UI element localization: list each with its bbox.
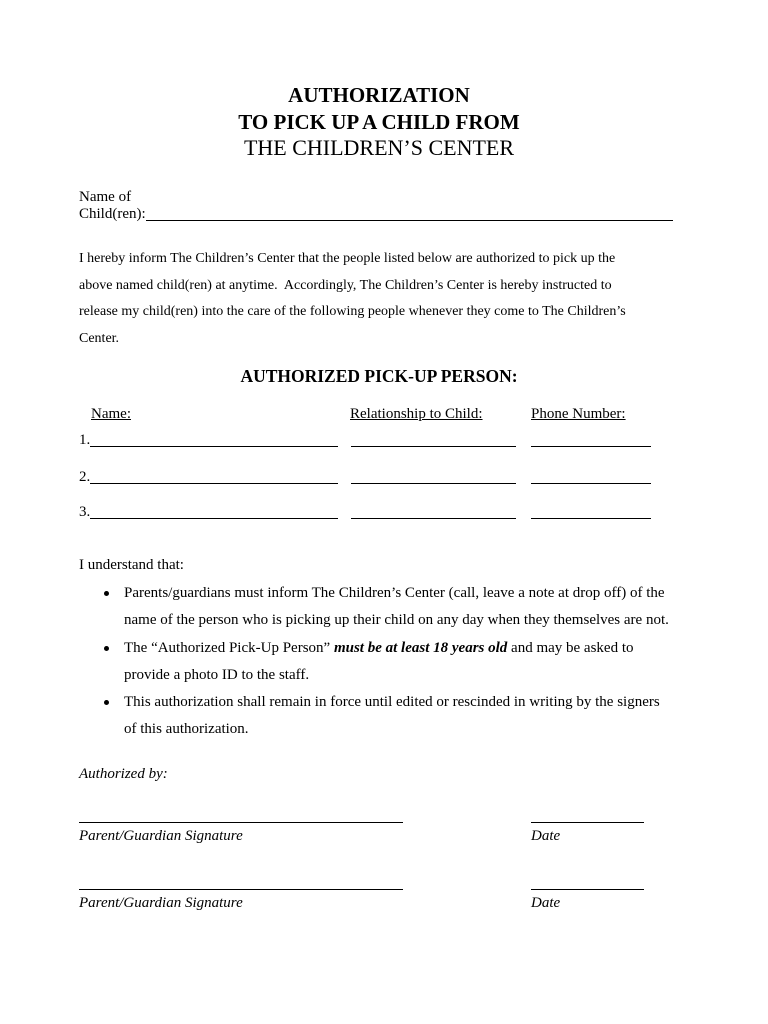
relationship-blank-line	[351, 518, 516, 519]
phone-blank-line	[531, 446, 651, 447]
bullet-marker	[104, 700, 109, 705]
date-label: Date	[531, 828, 561, 844]
bullet-marker	[104, 591, 109, 596]
signature-blank-line	[79, 822, 403, 823]
list-item-text: The “Authorized Pick-Up Person”	[124, 640, 334, 656]
child-name-label-line1: Name of	[79, 189, 132, 205]
list-item-line: of this authorization.	[124, 721, 249, 737]
date-blank-line	[531, 822, 644, 823]
age-requirement-emphasis: must be at least 18 years old	[333, 640, 508, 656]
relationship-blank-line	[351, 446, 516, 447]
list-item-line	[124, 639, 634, 657]
date-label: Date	[531, 895, 561, 911]
name-blank-line	[90, 483, 338, 484]
list-item-text: and may be asked to	[507, 640, 634, 656]
understanding-intro: I understand that:	[79, 557, 184, 573]
signature-label: Parent/Guardian Signature	[79, 828, 243, 844]
row-number: 2.	[79, 469, 91, 485]
phone-blank-line	[531, 518, 651, 519]
list-item-line: Parents/guardians must inform The Children’s Center (call, leave a note at drop off) of the	[124, 585, 665, 601]
list-item-line: provide a photo ID to the staff.	[124, 667, 310, 683]
row-number: 1.	[79, 432, 91, 448]
column-header-name: Name:	[91, 406, 131, 422]
title-line-authorization: AUTHORIZATION	[288, 83, 470, 107]
intro-line: release my child(ren) into the care of the following people whenever they come to The Children’s	[79, 304, 626, 319]
phone-blank-line	[531, 483, 651, 484]
bullet-marker	[104, 646, 109, 651]
column-header-phone: Phone Number:	[531, 406, 626, 422]
intro-line: I hereby inform The Children’s Center that the people listed below are authorized to pick up the	[79, 251, 616, 266]
intro-line: above named child(ren) at anytime. Accordingly, The Children’s Center is hereby instructed to	[79, 278, 612, 293]
name-blank-line	[90, 518, 338, 519]
relationship-blank-line	[351, 483, 516, 484]
column-header-relationship: Relationship to Child:	[350, 406, 483, 422]
section-heading: AUTHORIZED PICK-UP PERSON:	[240, 366, 518, 386]
list-item-line: This authorization shall remain in force until edited or rescinded in writing by the signers	[124, 694, 660, 710]
title-line-pick-up: TO PICK UP A CHILD FROM	[238, 110, 520, 134]
child-name-label-line2: Child(ren):	[79, 206, 146, 222]
date-blank-line	[531, 889, 644, 890]
row-number: 3.	[79, 504, 91, 520]
signature-blank-line	[79, 889, 403, 890]
intro-line: Center.	[79, 331, 120, 346]
name-blank-line	[90, 446, 338, 447]
authorized-by-label: Authorized by:	[79, 766, 168, 782]
title-line-center-name: THE CHILDREN’S CENTER	[243, 135, 515, 160]
list-item-line: name of the person who is picking up their child on any day when they themselves are not.	[124, 612, 669, 628]
child-name-blank-line	[146, 220, 673, 221]
signature-label: Parent/Guardian Signature	[79, 895, 243, 911]
